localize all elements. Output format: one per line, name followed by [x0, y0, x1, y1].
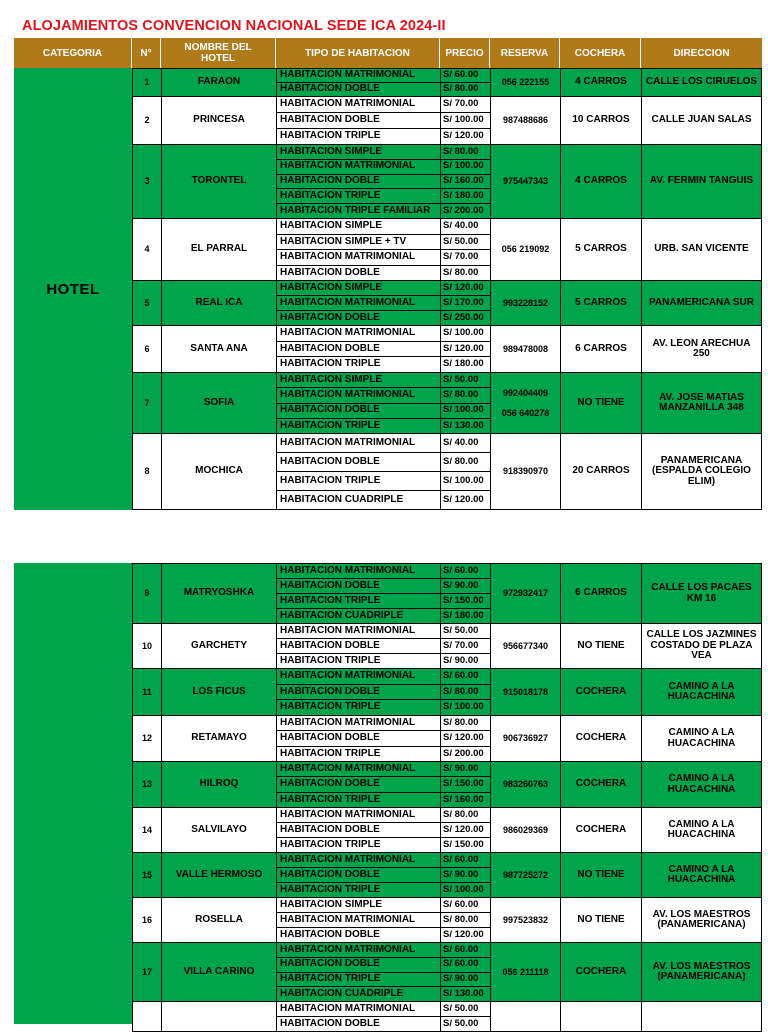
hotel-row	[132, 624, 762, 669]
reservation-phone	[490, 624, 560, 668]
room-price: S/ 90.00	[441, 973, 490, 988]
room-type: HABITACION MATRIMONIAL	[277, 913, 440, 928]
hotel-address: AV. JOSE MATIAS MANZANILLA 348	[641, 373, 762, 433]
header-cochera: COCHERA	[560, 38, 641, 68]
hotel-row	[132, 853, 762, 898]
hotel-name: SOFIA	[161, 373, 276, 433]
room-type: HABITACION SIMPLE	[277, 145, 440, 160]
hotel-name: SANTA ANA	[161, 326, 276, 372]
hotel-row	[132, 669, 762, 716]
hotel-address: CAMINO A LA HUACACHINA	[641, 808, 762, 852]
hotel-name: VILLA CARINO	[161, 943, 276, 1001]
reservation-phone	[490, 69, 560, 96]
parking-info: NO TIENE	[560, 898, 641, 942]
hotel-address: AV. LOS MAESTROS (PANAMERICANA)	[641, 943, 762, 1001]
reservation-phone	[490, 1002, 560, 1031]
hotel-number: 16	[132, 898, 161, 942]
room-type: HABITACION MATRIMONIAL	[277, 943, 440, 958]
room-type: HABITACION MATRIMONIAL	[277, 762, 440, 777]
room-types	[276, 434, 440, 509]
hotel-number: 11	[132, 669, 161, 715]
hotel-number: 4	[132, 219, 161, 280]
room-prices	[440, 762, 490, 807]
room-price: S/ 130.00	[443, 419, 484, 431]
room-type: HABITACION CUADRIPLE	[280, 987, 404, 999]
room-types	[276, 97, 440, 144]
room-type: HABITACION TRIPLE	[277, 973, 440, 988]
reservation-phone	[490, 853, 560, 897]
hotel-name: EL PARRAL	[161, 219, 276, 280]
reservation-phone	[490, 943, 560, 1001]
room-price: S/ 100.00	[441, 160, 490, 175]
room-type: HABITACION TRIPLE FAMILIAR	[280, 204, 431, 216]
room-price: S/ 50.00	[441, 624, 490, 639]
hotel-row	[132, 326, 762, 373]
phone-number: 987488686	[502, 115, 549, 126]
room-type: HABITACION SIMPLE + TV	[277, 235, 440, 251]
hotel-number: 5	[132, 281, 161, 325]
category-cell-1	[14, 68, 132, 510]
hotel-number: 7	[132, 373, 161, 433]
room-prices	[440, 69, 490, 96]
room-type: HABITACION DOBLE	[277, 731, 440, 746]
room-price: S/ 160.00	[443, 793, 484, 805]
room-price: S/ 100.00	[443, 701, 484, 713]
hotel-name: LOS FICUS	[161, 669, 276, 715]
room-type: HABITACION DOBLE	[277, 777, 440, 792]
phone-number: 956677340	[502, 640, 549, 651]
room-price: S/ 80.00	[441, 808, 490, 823]
room-price: S/ 80.00	[441, 716, 490, 731]
room-price: S/ 50.00	[441, 235, 490, 251]
hotel-number: 13	[132, 762, 161, 807]
hotel-number: 1	[132, 69, 161, 96]
parking-info: 4 CARROS	[560, 69, 641, 96]
hotel-address: CAMINO A LA HUACACHINA	[641, 669, 762, 715]
hotel-name: GARCHETY	[161, 624, 276, 668]
room-type: HABITACION CUADRIPLE	[280, 609, 404, 621]
header-nombre: NOMBRE DEL HOTEL	[161, 38, 276, 68]
room-type: HABITACION TRIPLE	[280, 701, 381, 713]
phone-number: 056 222155	[501, 77, 550, 88]
room-type: HABITACION SIMPLE	[277, 281, 440, 296]
reservation-phone	[490, 898, 560, 942]
phone-number: 992404409	[502, 387, 549, 398]
hotel-row	[132, 145, 762, 219]
hotel-number: 8	[132, 434, 161, 509]
room-price: S/ 150.00	[441, 594, 490, 609]
hotel-name: HILROQ	[161, 762, 276, 807]
room-type: HABITACION MATRIMONIAL	[277, 1002, 440, 1017]
hotel-name: TORONTEL	[161, 145, 276, 218]
room-type: HABITACION MATRIMONIAL	[277, 716, 440, 731]
hotel-name: SALVILAYO	[161, 808, 276, 852]
room-price: S/ 60.00	[441, 898, 490, 913]
room-price: S/ 120.00	[441, 823, 490, 838]
room-type: HABITACION SIMPLE	[277, 219, 440, 235]
reservation-phone	[490, 145, 560, 218]
hotel-address: CALLE JUAN SALAS	[641, 97, 762, 144]
room-price: S/ 60.00	[441, 958, 490, 973]
room-type: HABITACION TRIPLE	[280, 419, 381, 431]
parking-info: COCHERA	[560, 808, 641, 852]
hotel-name: FARAON	[161, 69, 276, 96]
room-type: HABITACION MATRIMONIAL	[277, 564, 440, 579]
hotel-name: ROSELLA	[161, 898, 276, 942]
parking-info: NO TIENE	[560, 624, 641, 668]
phone-number: 056 219092	[501, 244, 550, 255]
room-type: HABITACION MATRIMONIAL	[277, 388, 440, 403]
room-prices	[440, 219, 490, 280]
room-types	[276, 373, 440, 433]
header-precio: PRECIO	[440, 38, 490, 68]
hotel-address: AV. LOS MAESTROS (PANAMERICANA)	[641, 898, 762, 942]
room-type: HABITACION DOBLE	[280, 928, 380, 940]
category-cell-2	[14, 563, 132, 1024]
parking-info: NO TIENE	[560, 373, 641, 433]
parking-info: 20 CARROS	[560, 434, 641, 509]
room-prices	[440, 145, 490, 218]
hotel-row	[132, 97, 762, 145]
room-type: HABITACION DOBLE	[277, 823, 440, 838]
room-type: HABITACION MATRIMONIAL	[277, 296, 440, 311]
room-types	[276, 624, 440, 668]
room-type: HABITACION DOBLE	[277, 113, 440, 129]
room-price: S/ 70.00	[441, 250, 490, 266]
parking-info: 6 CARROS	[560, 326, 641, 372]
room-types	[276, 669, 440, 715]
room-price: S/ 80.00	[443, 266, 479, 278]
room-type: HABITACION MATRIMONIAL	[277, 669, 440, 685]
room-price: S/ 50.00	[441, 373, 490, 388]
category-label: HOTEL	[46, 280, 100, 298]
room-type: HABITACION CUADRIPLE	[280, 493, 404, 505]
header-tipo: TIPO DE HABITACION	[276, 38, 440, 68]
room-type: HABITACION TRIPLE	[277, 189, 440, 204]
hotel-name: RETAMAYO	[161, 716, 276, 761]
room-types	[276, 145, 440, 218]
room-price: S/ 100.00	[441, 472, 490, 491]
room-price: S/ 50.00	[441, 1002, 490, 1017]
room-types	[276, 716, 440, 761]
room-type: HABITACION MATRIMONIAL	[277, 250, 440, 266]
phone-number: 056 640278	[501, 408, 550, 418]
room-price: S/ 100.00	[443, 883, 484, 895]
room-price: S/ 120.00	[443, 928, 484, 940]
room-price: S/ 100.00	[441, 326, 490, 342]
hotel-address: PANAMERICANA (ESPALDA COLEGIO ELIM)	[641, 434, 762, 509]
room-type: HABITACION TRIPLE	[280, 838, 381, 850]
room-types	[276, 281, 440, 325]
room-type: HABITACION DOBLE	[277, 685, 440, 701]
phone-number: 993228152	[502, 297, 549, 308]
parking-info: 5 CARROS	[560, 219, 641, 280]
header-direccion: DIRECCION	[673, 47, 730, 59]
room-type: HABITACION TRIPLE	[280, 883, 381, 895]
room-type: HABITACION DOBLE	[280, 311, 380, 323]
hotel-number: 12	[132, 716, 161, 761]
room-type: HABITACION DOBLE	[277, 868, 440, 883]
room-price: S/ 120.00	[441, 731, 490, 746]
room-price: S/ 80.00	[441, 388, 490, 403]
hotel-number: 2	[132, 97, 161, 144]
room-price: S/ 180.00	[443, 609, 484, 621]
room-prices	[440, 808, 490, 852]
room-type: HABITACION MATRIMONIAL	[277, 97, 440, 113]
room-type: HABITACION DOBLE	[277, 342, 440, 358]
hotel-row	[132, 808, 762, 853]
room-types	[276, 853, 440, 897]
hotel-address: CAMINO A LA HUACACHINA	[641, 853, 762, 897]
parking-info: COCHERA	[560, 716, 641, 761]
room-price: S/ 40.00	[441, 434, 490, 453]
phone-number: 983260763	[502, 779, 549, 790]
room-price: S/ 40.00	[441, 219, 490, 235]
hotel-row	[132, 1002, 762, 1032]
room-types	[276, 69, 440, 96]
hotel-address: CALLE LOS JAZMINES COSTADO DE PLAZA VEA	[641, 624, 762, 668]
room-price: S/ 250.00	[443, 311, 484, 323]
header-reserva: RESERVA	[490, 38, 560, 68]
room-price: S/ 70.00	[441, 97, 490, 113]
parking-info	[560, 1002, 641, 1031]
room-prices	[440, 564, 490, 623]
reservation-phone	[490, 97, 560, 144]
hotel-row	[132, 373, 762, 434]
reservation-phone	[490, 716, 560, 761]
room-types	[276, 943, 440, 1001]
room-price: S/ 100.00	[441, 404, 490, 419]
room-price: S/ 80.00	[441, 145, 490, 160]
reservation-phone	[490, 564, 560, 623]
hotel-number: 14	[132, 808, 161, 852]
room-type: HABITACION DOBLE	[277, 639, 440, 654]
room-prices	[440, 281, 490, 325]
room-prices	[440, 434, 490, 509]
room-price: S/ 160.00	[441, 175, 490, 190]
room-price: S/ 60.00	[441, 564, 490, 579]
room-type: HABITACION SIMPLE	[277, 373, 440, 388]
parking-info: NO TIENE	[560, 853, 641, 897]
phone-number: 975447343	[502, 176, 549, 187]
room-prices	[440, 326, 490, 372]
room-price: S/ 120.00	[441, 342, 490, 358]
room-price: S/ 170.00	[441, 296, 490, 311]
hotel-name: VALLE HERMOSO	[161, 853, 276, 897]
room-type: HABITACION MATRIMONIAL	[277, 624, 440, 639]
room-type: HABITACION TRIPLE	[277, 594, 440, 609]
room-price: S/ 100.00	[441, 113, 490, 129]
room-type: HABITACION MATRIMONIAL	[277, 434, 440, 453]
room-type: HABITACION MATRIMONIAL	[277, 69, 440, 83]
room-price: S/ 180.00	[441, 189, 490, 204]
room-prices	[440, 624, 490, 668]
hotel-address: PANAMERICANA SUR	[641, 281, 762, 325]
header-categoria: CATEGORIA	[14, 38, 132, 68]
parking-info: 10 CARROS	[560, 97, 641, 144]
parking-info: 5 CARROS	[560, 281, 641, 325]
hotel-number: 3	[132, 145, 161, 218]
hotel-address: CALLE LOS CIRUELOS	[641, 69, 762, 96]
room-price: S/ 90.00	[441, 868, 490, 883]
room-type: HABITACION SIMPLE	[277, 898, 440, 913]
hotel-name: MOCHICA	[161, 434, 276, 509]
room-price: S/ 80.00	[441, 453, 490, 472]
hotel-number: 17	[132, 943, 161, 1001]
room-type: HABITACION MATRIMONIAL	[277, 808, 440, 823]
room-types	[276, 564, 440, 623]
reservation-phone	[490, 762, 560, 807]
room-types	[276, 808, 440, 852]
hotel-address: AV. LEON ARECHUA 250	[641, 326, 762, 372]
room-price: S/ 60.00	[441, 69, 490, 83]
hotel-row	[132, 563, 762, 624]
hotel-number: 10	[132, 624, 161, 668]
hotel-row	[132, 68, 762, 97]
room-type: HABITACION DOBLE	[280, 266, 380, 278]
hotel-number: 6	[132, 326, 161, 372]
room-prices	[440, 1002, 490, 1031]
room-type: HABITACION TRIPLE	[280, 747, 381, 759]
room-types	[276, 219, 440, 280]
room-prices	[440, 373, 490, 433]
room-prices	[440, 97, 490, 144]
hotel-row	[132, 943, 762, 1002]
phone-number: 987725272	[502, 869, 549, 880]
room-price: S/ 150.00	[441, 777, 490, 792]
room-price: S/ 120.00	[443, 130, 484, 142]
phone-number: 989478008	[502, 343, 549, 354]
reservation-phone	[490, 808, 560, 852]
hotel-row	[132, 434, 762, 510]
hotel-address	[641, 1002, 762, 1031]
room-price: S/ 90.00	[441, 762, 490, 777]
room-price: S/ 60.00	[441, 853, 490, 868]
hotel-name	[161, 1002, 276, 1031]
room-price: S/ 120.00	[443, 493, 484, 505]
reservation-phone	[490, 669, 560, 715]
table-header	[14, 38, 762, 68]
room-price: S/ 130.00	[443, 987, 484, 999]
room-type: HABITACION DOBLE	[277, 453, 440, 472]
room-price: S/ 200.00	[443, 204, 484, 216]
reservation-phone	[490, 434, 560, 509]
room-price: S/ 80.00	[441, 685, 490, 701]
reservation-phone	[490, 326, 560, 372]
room-price: S/ 90.00	[443, 654, 479, 666]
room-type: HABITACION TRIPLE	[280, 358, 381, 370]
room-price: S/ 90.00	[441, 579, 490, 594]
room-types	[276, 762, 440, 807]
room-type: HABITACION TRIPLE	[277, 472, 440, 491]
hotel-row	[132, 762, 762, 808]
phone-number: 972932417	[502, 588, 549, 599]
hotel-row	[132, 281, 762, 326]
room-price: S/ 120.00	[441, 281, 490, 296]
room-type: HABITACION TRIPLE	[280, 654, 381, 666]
room-type: HABITACION DOBLE	[277, 404, 440, 419]
room-price: S/ 200.00	[443, 747, 484, 759]
hotel-name: PRINCESA	[161, 97, 276, 144]
parking-info: COCHERA	[560, 669, 641, 715]
hotel-name: REAL ICA	[161, 281, 276, 325]
parking-info: COCHERA	[560, 943, 641, 1001]
room-type: HABITACION DOBLE	[280, 83, 380, 95]
room-type: HABITACION TRIPLE	[280, 130, 381, 142]
room-prices	[440, 853, 490, 897]
parking-info: 6 CARROS	[560, 564, 641, 623]
reservation-phone	[490, 373, 560, 433]
hotel-address: CAMINO A LA HUACACHINA	[641, 762, 762, 807]
phone-number: 986029369	[502, 824, 549, 835]
room-types	[276, 1002, 440, 1031]
hotel-row	[132, 219, 762, 281]
hotel-address: CALLE LOS PACAES KM 16	[641, 564, 762, 623]
room-types	[276, 326, 440, 372]
room-price: S/ 80.00	[441, 913, 490, 928]
room-price: S/ 70.00	[441, 639, 490, 654]
hotel-address: URB. SAN VICENTE	[641, 219, 762, 280]
room-prices	[440, 716, 490, 761]
phone-number: 056 211118	[502, 966, 549, 977]
room-price: S/ 180.00	[443, 358, 484, 370]
hotel-address: CAMINO A LA HUACACHINA	[641, 716, 762, 761]
phone-number: 906736927	[502, 733, 549, 744]
room-type: HABITACION MATRIMONIAL	[277, 853, 440, 868]
room-price: S/ 60.00	[441, 943, 490, 958]
reservation-phone	[490, 281, 560, 325]
reservation-phone	[490, 219, 560, 280]
hotel-address: AV. FERMIN TANGUIS	[641, 145, 762, 218]
hotel-number: 15	[132, 853, 161, 897]
room-price: S/ 150.00	[443, 838, 484, 850]
room-prices	[440, 669, 490, 715]
parking-info: COCHERA	[560, 762, 641, 807]
room-type: HABITACION MATRIMONIAL	[277, 326, 440, 342]
parking-info: 4 CARROS	[560, 145, 641, 218]
hotel-number: 9	[132, 564, 161, 623]
header-num: N°	[132, 38, 161, 68]
phone-number: 997523832	[502, 914, 549, 925]
room-price: S/ 80.00	[443, 83, 479, 95]
document-title: ALOJAMIENTOS CONVENCION NACIONAL SEDE ICA 2024-II	[22, 18, 446, 34]
hotel-number	[132, 1002, 161, 1031]
hotel-row	[132, 898, 762, 943]
room-prices	[440, 898, 490, 942]
hotel-row	[132, 716, 762, 762]
room-type: HABITACION MATRIMONIAL	[277, 160, 440, 175]
room-type: HABITACION DOBLE	[280, 1017, 380, 1029]
room-types	[276, 898, 440, 942]
phone-number: 915018178	[502, 686, 549, 697]
room-type: HABITACION DOBLE	[277, 579, 440, 594]
room-type: HABITACION DOBLE	[277, 175, 440, 190]
room-type: HABITACION TRIPLE	[280, 793, 381, 805]
room-price: S/ 50.00	[443, 1017, 479, 1029]
room-price: S/ 60.00	[441, 669, 490, 685]
phone-number: 918390970	[502, 466, 549, 477]
hotel-name: MATRYOSHKA	[161, 564, 276, 623]
room-prices	[440, 943, 490, 1001]
room-type: HABITACION DOBLE	[277, 958, 440, 973]
